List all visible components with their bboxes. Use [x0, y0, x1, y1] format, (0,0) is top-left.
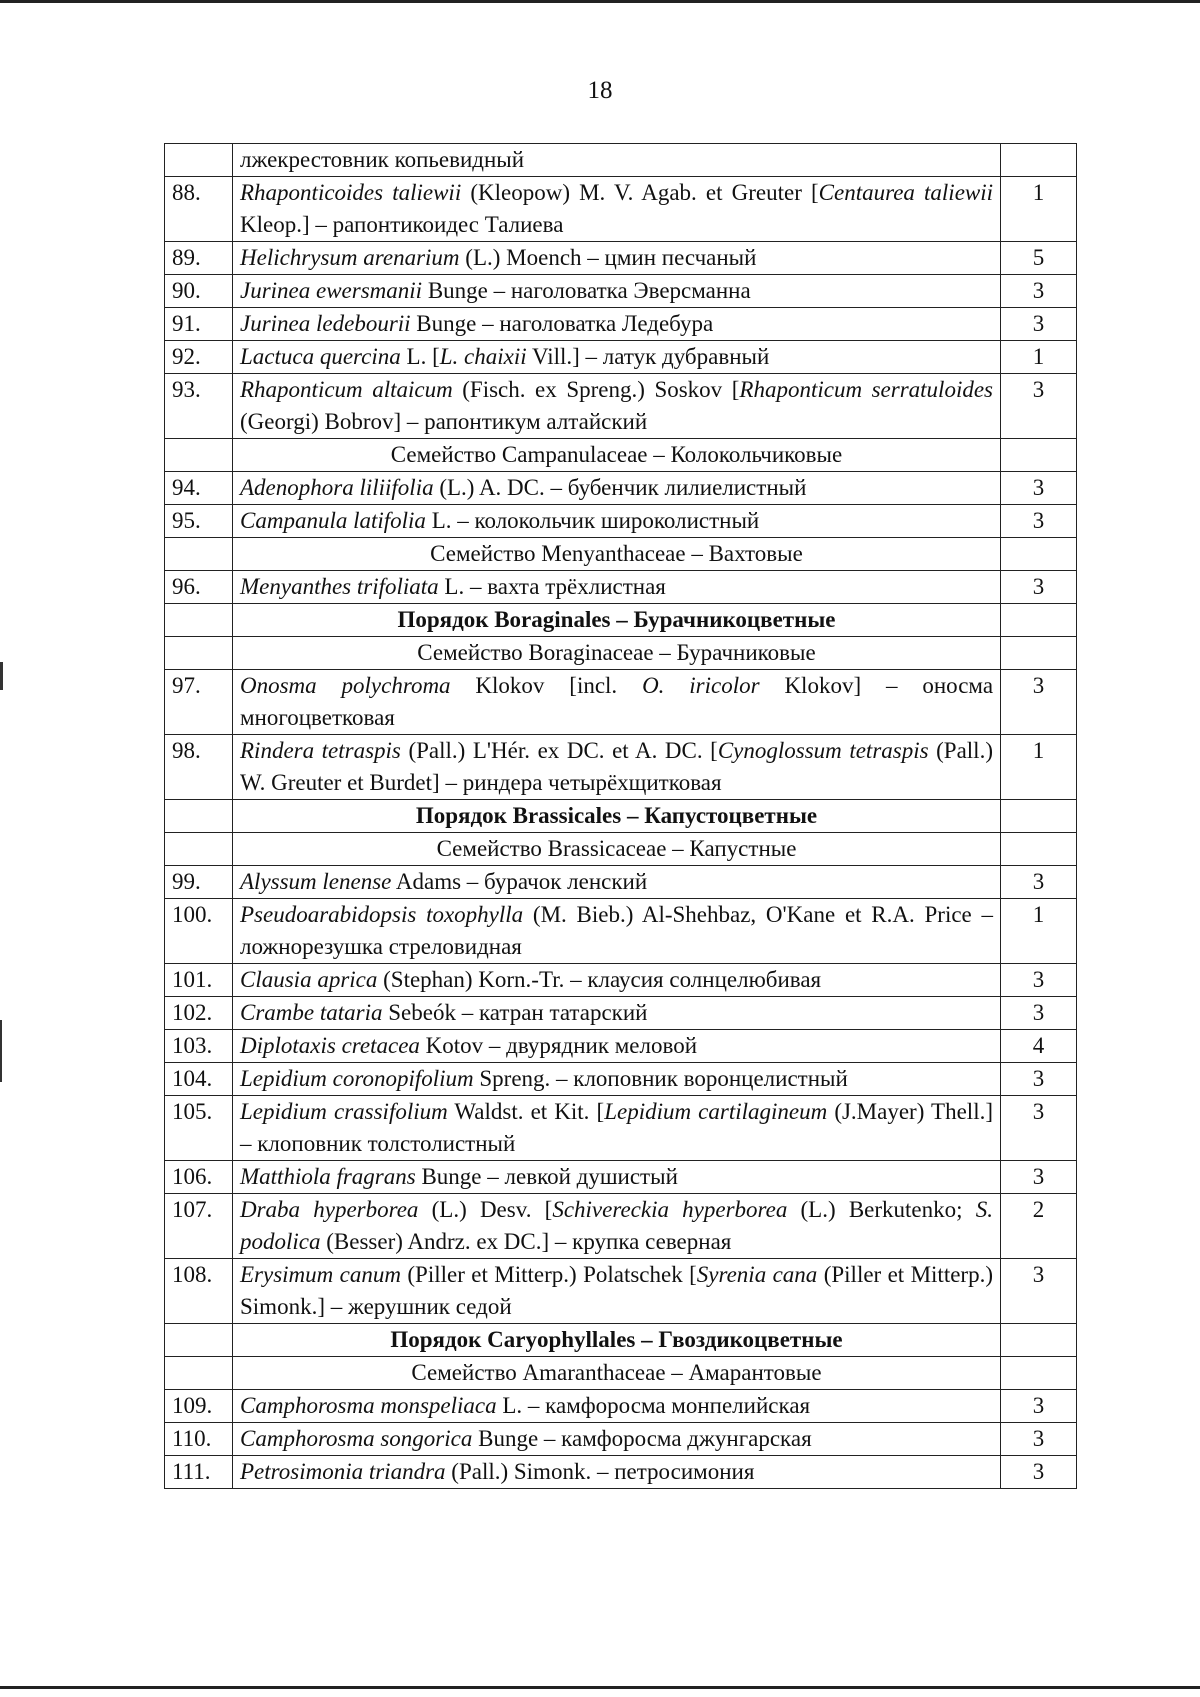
- category-cell: [1001, 637, 1077, 670]
- row-number-cell: 90.: [165, 275, 233, 308]
- page-number: 18: [587, 77, 613, 104]
- latin-name-text: Rhaponticum altaicum: [240, 377, 453, 402]
- family-heading: Семейство Brassicaceae – Капустные: [233, 833, 1001, 866]
- table-row: [165, 275, 1077, 308]
- category-cell: [1001, 144, 1077, 177]
- row-number-cell: [165, 637, 233, 670]
- description-text: Klokov [incl.: [450, 673, 643, 698]
- species-table: [164, 143, 1077, 1489]
- latin-name-text: Alyssum lenense: [240, 869, 392, 894]
- category-cell: 3: [1001, 472, 1077, 505]
- row-number-cell: 111.: [165, 1456, 233, 1489]
- species-description-cell: [233, 242, 1001, 275]
- table-row: [165, 735, 1077, 800]
- left-margin-mark: [0, 1020, 2, 1082]
- species-description-cell: [233, 997, 1001, 1030]
- latin-name-text: Campanula latifolia: [240, 508, 426, 533]
- latin-name-text: Pseudoarabidopsis toxophylla: [240, 902, 524, 927]
- category-cell: [1001, 1357, 1077, 1390]
- description-text: (Piller et Mitterp.) Simonk.] – жерушник седой: [240, 1262, 993, 1319]
- latin-name-text: Jurinea ledebourii: [240, 311, 411, 336]
- description-text: Adams – бурачок ленский: [391, 869, 648, 894]
- category-cell: [1001, 604, 1077, 637]
- species-description-cell: [233, 505, 1001, 538]
- description-text: Sebeók – катран татарский: [382, 1000, 648, 1025]
- description-text: лжекрестовник копьевидный: [240, 147, 525, 172]
- latin-name-text: Menyanthes trifoliata: [240, 574, 439, 599]
- category-cell: 3: [1001, 1423, 1077, 1456]
- description-text: L. – вахта трёхлистная: [438, 574, 666, 599]
- latin-name-text: Rhaponticoides taliewii: [240, 180, 462, 205]
- latin-name-text: Diplotaxis cretacea: [240, 1033, 420, 1058]
- description-text: (Kleopow) M. V. Agab. et Greuter [: [461, 180, 819, 205]
- species-description-cell: [233, 1456, 1001, 1489]
- latin-name-text: Matthiola fragrans: [240, 1164, 416, 1189]
- species-description-cell: [233, 177, 1001, 242]
- table-row: [165, 1390, 1077, 1423]
- latin-name-text: Lactuca quercina: [240, 344, 401, 369]
- category-cell: 1: [1001, 177, 1077, 242]
- description-text: Bunge – камфоросма джунгарская: [472, 1426, 812, 1451]
- category-cell: 5: [1001, 242, 1077, 275]
- family-heading: Семейство Campanulaceae – Колокольчиковые: [233, 439, 1001, 472]
- row-number-cell: [165, 1324, 233, 1357]
- species-description-cell: [233, 571, 1001, 604]
- row-number-cell: 94.: [165, 472, 233, 505]
- row-number-cell: 107.: [165, 1194, 233, 1259]
- description-text: (Fisch. ex Spreng.) Soskov [: [452, 377, 740, 402]
- latin-name-text: Schivereckia hyperborea: [552, 1197, 788, 1222]
- category-cell: [1001, 538, 1077, 571]
- table-row: [165, 571, 1077, 604]
- description-text: Klokov] – оносма многоцветковая: [240, 673, 994, 730]
- row-number-cell: 108.: [165, 1259, 233, 1324]
- description-text: L. – камфоросма монпелийская: [496, 1393, 811, 1418]
- order-heading: Порядок Brassicales – Капустоцветные: [233, 800, 1001, 833]
- row-number-cell: 105.: [165, 1096, 233, 1161]
- category-cell: 3: [1001, 997, 1077, 1030]
- latin-name-text: Lepidium crassifolium: [240, 1099, 448, 1124]
- category-cell: 3: [1001, 1390, 1077, 1423]
- species-description-cell: [233, 275, 1001, 308]
- row-number-cell: 97.: [165, 670, 233, 735]
- table-row: [165, 964, 1077, 997]
- latin-name-text: Helichrysum arenarium: [240, 245, 460, 270]
- category-cell: 1: [1001, 341, 1077, 374]
- species-description-cell: [233, 374, 1001, 439]
- description-text: Waldst. et Kit. [: [447, 1099, 605, 1124]
- latin-name-text: Draba hyperborea: [240, 1197, 419, 1222]
- species-description-cell: [233, 866, 1001, 899]
- latin-name-text: S. podolica: [240, 1197, 993, 1254]
- category-cell: 2: [1001, 1194, 1077, 1259]
- table-row: [165, 1063, 1077, 1096]
- left-margin-mark: [0, 662, 3, 690]
- description-text: Spreng. – клоповник воронцелистный: [473, 1066, 848, 1091]
- order-heading-row: [165, 800, 1077, 833]
- description-text: L. – колокольчик широколистный: [425, 508, 760, 533]
- table-row: [165, 308, 1077, 341]
- table-row: [165, 341, 1077, 374]
- latin-name-text: Adenophora liliifolia: [240, 475, 434, 500]
- row-number-cell: 101.: [165, 964, 233, 997]
- description-text: (Pall.) W. Greuter et Burdet] – риндера четырёхщитковая: [240, 738, 993, 795]
- description-text: (Piller et Mitterp.) Polatschek [: [401, 1262, 697, 1287]
- family-heading: Семейство Boraginaceae – Бурачниковые: [233, 637, 1001, 670]
- row-number-cell: [165, 1357, 233, 1390]
- category-cell: 1: [1001, 899, 1077, 964]
- latin-name-text: Jurinea ewersmanii: [240, 278, 423, 303]
- family-heading: Семейство Menyanthaceae – Вахтовые: [233, 538, 1001, 571]
- description-text: Vill.] – латук дубравный: [526, 344, 770, 369]
- latin-name-text: Clausia aprica: [240, 967, 378, 992]
- latin-name-text: Syrenia cana: [696, 1262, 818, 1287]
- row-number-cell: 102.: [165, 997, 233, 1030]
- species-description-cell: [233, 1390, 1001, 1423]
- description-text: (Pall.) L'Hér. ex DC. et A. DC. [: [400, 738, 718, 763]
- category-cell: [1001, 1324, 1077, 1357]
- row-number-cell: 110.: [165, 1423, 233, 1456]
- description-text: (L.) A. DC. – бубенчик лилиелистный: [433, 475, 807, 500]
- latin-name-text: Petrosimonia triandra: [240, 1459, 446, 1484]
- latin-name-text: Rhaponticum serratuloides: [739, 377, 993, 402]
- row-number-cell: 92.: [165, 341, 233, 374]
- latin-name-text: Centaurea taliewii: [818, 180, 994, 205]
- order-heading-row: [165, 604, 1077, 637]
- row-number-cell: [165, 800, 233, 833]
- order-heading: Порядок Boraginales – Бурачникоцветные: [233, 604, 1001, 637]
- table-row: [165, 144, 1077, 177]
- row-number-cell: [165, 144, 233, 177]
- row-number-cell: 109.: [165, 1390, 233, 1423]
- category-cell: [1001, 833, 1077, 866]
- description-text: Kleop.] – рапонтикоидес Талиева: [240, 212, 564, 237]
- species-description-cell: [233, 308, 1001, 341]
- category-cell: 3: [1001, 308, 1077, 341]
- species-description-cell: [233, 1096, 1001, 1161]
- row-number-cell: 104.: [165, 1063, 233, 1096]
- table-row: [165, 1030, 1077, 1063]
- category-cell: 3: [1001, 1456, 1077, 1489]
- description-text: (Stephan) Korn.-Tr. – клаусия солнцелюбивая: [377, 967, 822, 992]
- category-cell: 3: [1001, 374, 1077, 439]
- description-text: Kotov – двурядник меловой: [419, 1033, 698, 1058]
- table-row: [165, 1194, 1077, 1259]
- category-cell: 3: [1001, 1259, 1077, 1324]
- species-description-cell: [233, 964, 1001, 997]
- row-number-cell: 98.: [165, 735, 233, 800]
- category-cell: [1001, 800, 1077, 833]
- latin-name-text: L. chaixii: [439, 344, 527, 369]
- table-row: [165, 1096, 1077, 1161]
- latin-name-text: Erysimum canum: [240, 1262, 401, 1287]
- description-text: Bunge – левкой душистый: [415, 1164, 678, 1189]
- species-description-cell: [233, 144, 1001, 177]
- latin-name-text: Lepidium coronopifolium: [240, 1066, 474, 1091]
- description-text: (L.) Desv. [: [418, 1197, 553, 1222]
- description-text: (L.) Berkutenko;: [787, 1197, 976, 1222]
- bottom-border-line: [0, 1686, 1200, 1689]
- species-description-cell: [233, 899, 1001, 964]
- row-number-cell: 91.: [165, 308, 233, 341]
- row-number-cell: 96.: [165, 571, 233, 604]
- description-text: (Georgi) Bobrov] – рапонтикум алтайский: [240, 409, 648, 434]
- category-cell: 3: [1001, 505, 1077, 538]
- row-number-cell: 95.: [165, 505, 233, 538]
- latin-name-text: Camphorosma songorica: [240, 1426, 473, 1451]
- family-heading-row: [165, 1357, 1077, 1390]
- table-row: [165, 472, 1077, 505]
- row-number-cell: 106.: [165, 1161, 233, 1194]
- species-description-cell: [233, 735, 1001, 800]
- table-row: [165, 1456, 1077, 1489]
- row-number-cell: 100.: [165, 899, 233, 964]
- category-cell: 3: [1001, 866, 1077, 899]
- category-cell: 3: [1001, 275, 1077, 308]
- species-description-cell: [233, 1194, 1001, 1259]
- family-heading-row: [165, 833, 1077, 866]
- category-cell: 3: [1001, 1096, 1077, 1161]
- family-heading-row: [165, 439, 1077, 472]
- table-row: [165, 899, 1077, 964]
- row-number-cell: 89.: [165, 242, 233, 275]
- category-cell: 3: [1001, 670, 1077, 735]
- description-text: (M. Bieb.) Al-Shehbaz, O'Kane et R.A. Price – ложнорезушка стреловидная: [240, 902, 993, 959]
- row-number-cell: [165, 439, 233, 472]
- category-cell: 3: [1001, 1161, 1077, 1194]
- table-row: [165, 505, 1077, 538]
- table-row: [165, 177, 1077, 242]
- category-cell: 4: [1001, 1030, 1077, 1063]
- row-number-cell: 99.: [165, 866, 233, 899]
- table-row: [165, 866, 1077, 899]
- category-cell: 3: [1001, 1063, 1077, 1096]
- family-heading: Семейство Amaranthaceae – Амарантовые: [233, 1357, 1001, 1390]
- category-cell: [1001, 439, 1077, 472]
- species-description-cell: [233, 472, 1001, 505]
- latin-name-text: Crambe tataria: [240, 1000, 383, 1025]
- description-text: (L.) Moench – цмин песчаный: [459, 245, 757, 270]
- row-number-cell: 103.: [165, 1030, 233, 1063]
- description-text: (J.Mayer) Thell.] – клоповник толстолистный: [240, 1099, 993, 1156]
- table-row: [165, 242, 1077, 275]
- latin-name-text: Cynoglossum tetraspis: [717, 738, 929, 763]
- table-row: [165, 1161, 1077, 1194]
- category-cell: 3: [1001, 964, 1077, 997]
- latin-name-text: Onosma polychroma: [240, 673, 451, 698]
- species-description-cell: [233, 670, 1001, 735]
- latin-name-text: Rindera tetraspis: [240, 738, 401, 763]
- category-cell: 3: [1001, 571, 1077, 604]
- family-heading-row: [165, 538, 1077, 571]
- description-text: L. [: [400, 344, 440, 369]
- species-description-cell: [233, 1259, 1001, 1324]
- row-number-cell: [165, 604, 233, 637]
- family-heading-row: [165, 637, 1077, 670]
- species-description-cell: [233, 1423, 1001, 1456]
- table-row: [165, 1259, 1077, 1324]
- row-number-cell: 93.: [165, 374, 233, 439]
- description-text: Bunge – наголоватка Ледебура: [410, 311, 714, 336]
- table-row: [165, 1423, 1077, 1456]
- latin-name-text: Camphorosma monspeliaca: [240, 1393, 497, 1418]
- table-row: [165, 997, 1077, 1030]
- species-description-cell: [233, 1063, 1001, 1096]
- species-table-body: [165, 144, 1077, 1489]
- top-border-line: [0, 0, 1200, 3]
- species-description-cell: [233, 1161, 1001, 1194]
- species-description-cell: [233, 1030, 1001, 1063]
- latin-name-text: O. iricolor: [642, 673, 760, 698]
- table-row: [165, 374, 1077, 439]
- description-text: Bunge – наголоватка Эверсманна: [422, 278, 751, 303]
- category-cell: 1: [1001, 735, 1077, 800]
- species-description-cell: [233, 341, 1001, 374]
- latin-name-text: Lepidium cartilagineum: [604, 1099, 828, 1124]
- description-text: (Besser) Andrz. ex DC.] – крупка северная: [320, 1229, 732, 1254]
- description-text: (Pall.) Simonk. – петросимония: [445, 1459, 755, 1484]
- row-number-cell: [165, 833, 233, 866]
- row-number-cell: [165, 538, 233, 571]
- table-row: [165, 670, 1077, 735]
- order-heading: Порядок Caryophyllales – Гвоздикоцветные: [233, 1324, 1001, 1357]
- order-heading-row: [165, 1324, 1077, 1357]
- row-number-cell: 88.: [165, 177, 233, 242]
